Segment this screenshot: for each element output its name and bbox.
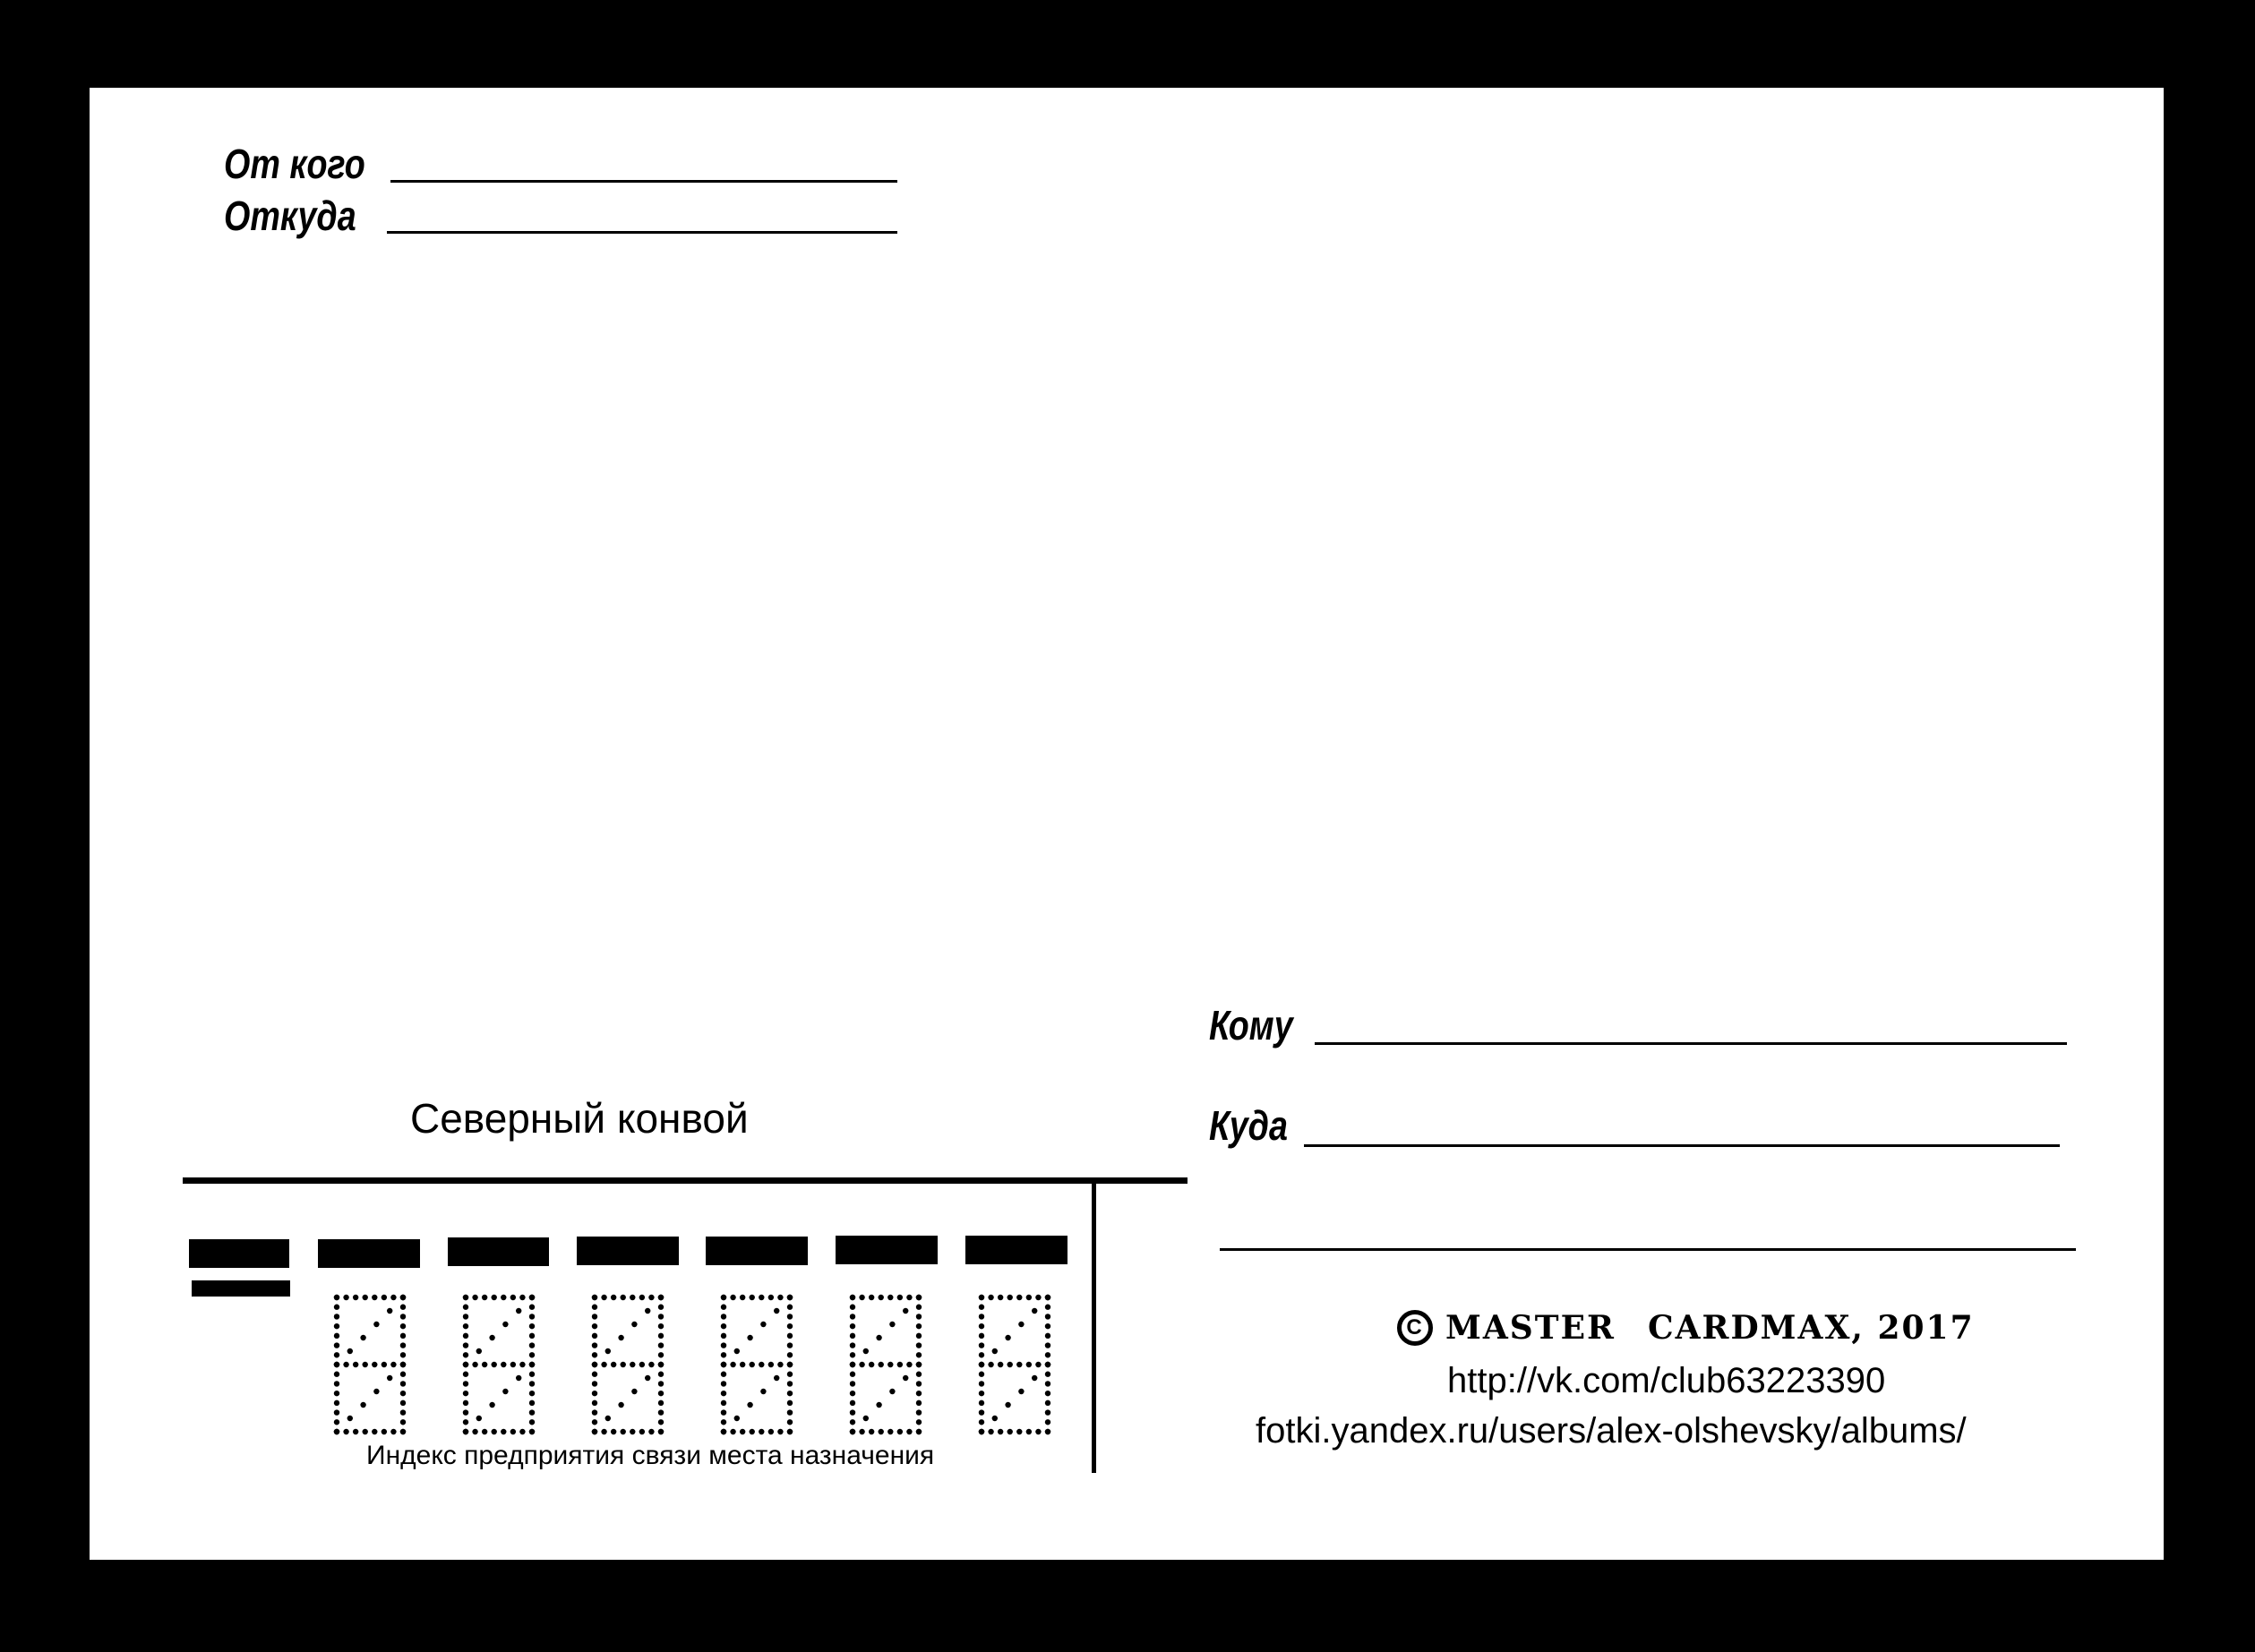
marker-bar-6 bbox=[836, 1236, 938, 1264]
where-from-label: Откуда bbox=[224, 193, 356, 239]
yandex-url[interactable]: fotki.yandex.ru/users/alex-olshevsky/albums/ bbox=[1256, 1411, 1967, 1451]
from-label: От кого bbox=[224, 141, 365, 187]
marker-bar-double bbox=[192, 1280, 290, 1297]
from-field-line[interactable] bbox=[390, 180, 897, 183]
where-to-field-line-1[interactable] bbox=[1304, 1144, 2060, 1147]
vk-url[interactable]: http://vk.com/club63223390 bbox=[1447, 1361, 1886, 1400]
brand-cardmax: CARDMAX, 2017 bbox=[1647, 1309, 1975, 1347]
postcode-digit-box[interactable] bbox=[332, 1293, 407, 1436]
marker-bar-3 bbox=[448, 1237, 549, 1266]
where-to-label: Куда bbox=[1209, 1102, 1288, 1149]
to-label: Кому bbox=[1209, 1002, 1293, 1049]
postcode-digit-box[interactable] bbox=[848, 1293, 923, 1436]
marker-bar-5 bbox=[706, 1237, 808, 1265]
marker-bar-7 bbox=[965, 1236, 1067, 1264]
brand-master: MASTER bbox=[1445, 1309, 1616, 1347]
postcode-digit-box[interactable] bbox=[461, 1293, 536, 1436]
postcode-digit-box[interactable] bbox=[719, 1293, 794, 1436]
postcode-frame-right bbox=[1092, 1177, 1096, 1473]
postcard bbox=[90, 88, 2164, 1560]
copyright-line bbox=[1397, 1310, 1975, 1346]
postcode-frame-top bbox=[183, 1177, 1188, 1184]
where-to-field-line-2[interactable] bbox=[1220, 1248, 2076, 1251]
marker-bar-1 bbox=[189, 1239, 289, 1268]
postcode-digit-box[interactable] bbox=[977, 1293, 1052, 1436]
postcode-digit-box[interactable] bbox=[590, 1293, 665, 1436]
convoy-title: Северный конвой bbox=[410, 1095, 749, 1142]
copyright-icon: C bbox=[1397, 1310, 1433, 1346]
to-field-line[interactable] bbox=[1315, 1042, 2067, 1045]
marker-bar-4 bbox=[577, 1237, 679, 1265]
postcode-caption: Индекс предприятия связи места назначения bbox=[366, 1441, 935, 1470]
marker-bar-2 bbox=[318, 1239, 420, 1268]
where-from-field-line[interactable] bbox=[387, 231, 897, 234]
